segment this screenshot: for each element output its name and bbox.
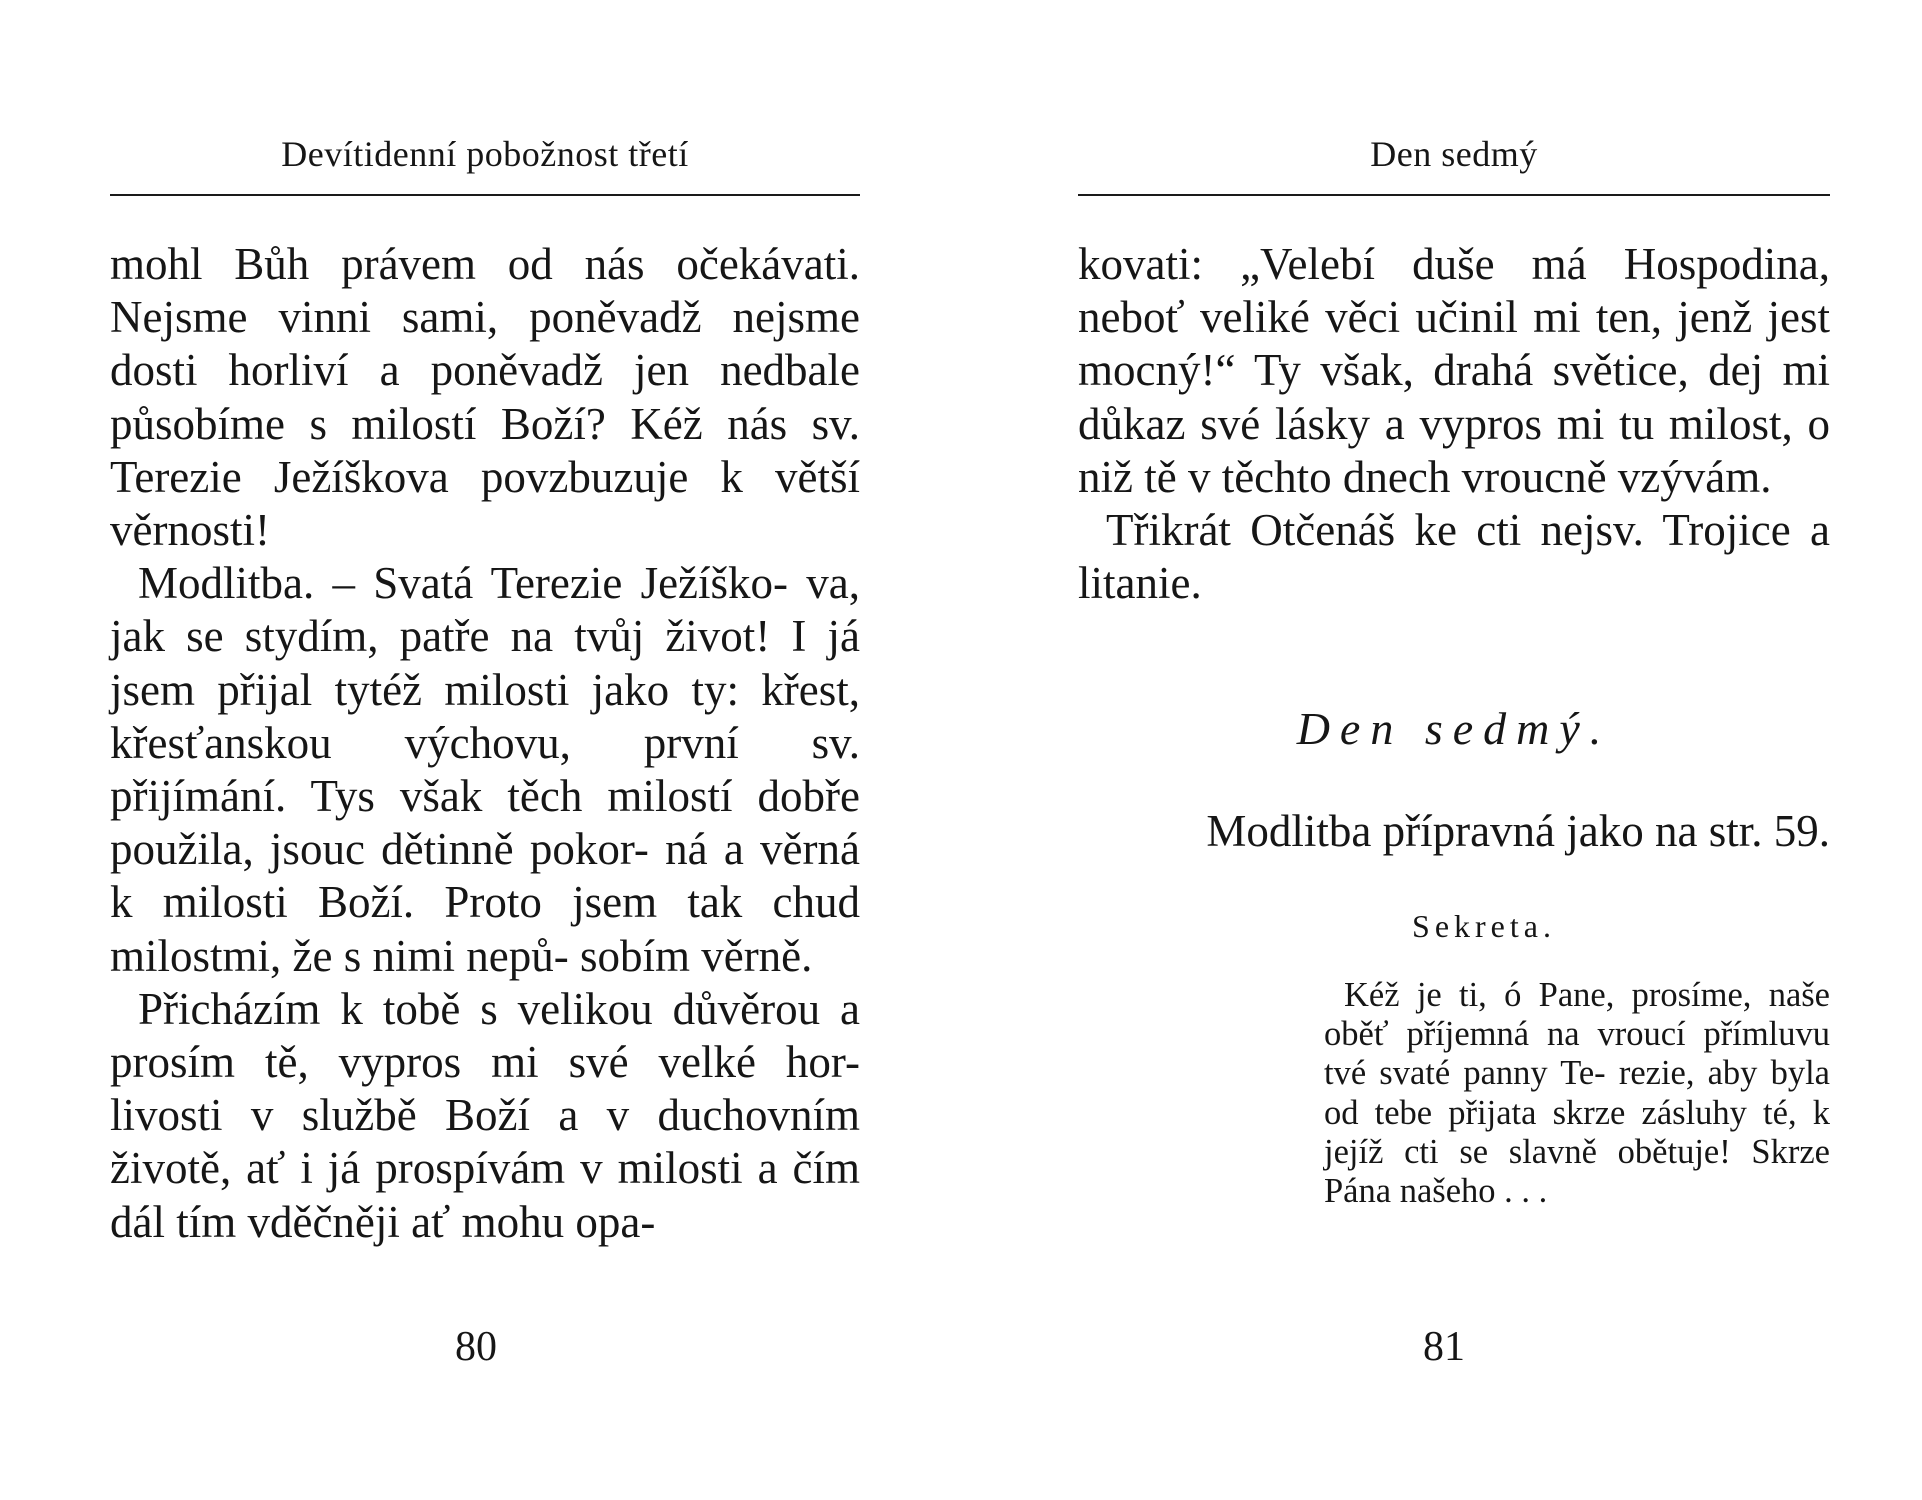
right-paragraph-1	[1078, 238, 1830, 504]
text-line: a čím dál tím vděčněji ať mohu opa-	[110, 1143, 860, 1247]
text-line: Přicházím k tobě s velikou důvěrou	[138, 983, 841, 1034]
left-body-text	[110, 238, 860, 1249]
text-line: Kéž je ti, ó Pane, prosíme,	[1344, 976, 1769, 1014]
text-line: dej mi důkaz své lásky a vypros mi	[1078, 345, 1831, 449]
text-line: va, jak se stydím, patře na tvůj život!	[110, 558, 860, 662]
left-page	[110, 0, 860, 1500]
left-paragraph-3	[110, 983, 860, 1249]
text-line: rezie, aby byla od tebe přijata	[1324, 1054, 1830, 1132]
text-line: životě, ať i já prospívám v milosti	[110, 1143, 758, 1194]
text-line: ná a věrná k milosti Boží. Proto jsem	[110, 824, 860, 928]
running-head-right: Den sedmý	[1370, 134, 1538, 174]
text-line: Nejsme vinni sami, poněvadž nejsme	[110, 292, 860, 343]
text-line: tu milost, o niž tě v těchto dnech	[1078, 398, 1830, 502]
text-line: vroucně vzývám.	[1461, 451, 1772, 502]
text-line: našeho . . .	[1399, 1172, 1548, 1211]
text-line: slavně obětuje! Skrze Pána	[1324, 1132, 1830, 1211]
right-page	[1078, 0, 1830, 1500]
sekreta-text	[1324, 976, 1830, 1211]
right-paragraph-2	[1078, 504, 1830, 610]
text-line: kovati: „Velebí duše má Hospodina,	[1078, 239, 1830, 289]
text-line: skrze zásluhy té, k jejíž cti se	[1324, 1093, 1830, 1171]
text-line: a litanie.	[1078, 505, 1830, 609]
text-line: křest, křesťanskou výchovu, první	[110, 664, 860, 768]
header-rule-right	[1078, 194, 1830, 196]
text-line: dosti horliví a poněvadž jen nedbale	[110, 345, 860, 396]
text-line: Modlitba. – Svatá Terezie Ježíško-	[138, 558, 789, 609]
text-line: Třikrát Otčenáš ke cti nejsv. Trojice	[1106, 505, 1811, 556]
page-number-left: 80	[455, 1324, 497, 1370]
day-heading: Den sedmý.	[1296, 703, 1612, 754]
text-line: dobře použila, jsouc dětinně pokor-	[110, 771, 860, 875]
text-line: a prosím tě, vypros mi své velké hor-	[110, 983, 860, 1088]
sekreta-paragraph	[1324, 976, 1830, 1211]
text-line: tak chud milostmi, že s nimi nepů-	[110, 877, 860, 981]
text-line: I já jsem přijal tytéž milosti jako ty:	[110, 611, 860, 715]
text-line: mohl Bůh právem od nás očekávati.	[110, 239, 860, 289]
header-rule-left	[110, 194, 860, 196]
running-head-left: Devítidenní pobožnost třetí	[281, 134, 689, 174]
text-line: Terezie Ježíškova povzbuzuje k větší	[110, 451, 860, 502]
right-body-text	[1078, 238, 1830, 610]
text-line: přímluvu tvé svaté panny Te-	[1324, 1015, 1830, 1093]
text-line: jest mocný!“ Ty však, drahá světice,	[1078, 292, 1830, 396]
text-line: věrnosti!	[110, 505, 270, 556]
text-line: působíme s milostí Boží? Kéž nás sv.	[110, 398, 860, 449]
sekreta-title: Sekreta.	[1412, 908, 1556, 944]
left-paragraph-prayer	[110, 557, 860, 983]
left-paragraph-1	[110, 238, 860, 557]
page-number-right: 81	[1423, 1324, 1465, 1370]
preparatory-prayer-note: Modlitba přípravná jako na str. 59.	[1206, 806, 1830, 856]
text-line: sobím věrně.	[579, 930, 813, 981]
text-line: naše oběť příjemná na vroucí	[1324, 976, 1830, 1054]
text-line: sv. přijímání. Tys však těch milostí	[110, 717, 860, 822]
text-line: neboť veliké věci učinil mi ten, jenž	[1078, 292, 1768, 343]
text-line: livosti v službě Boží a v duchovním	[110, 1090, 860, 1141]
